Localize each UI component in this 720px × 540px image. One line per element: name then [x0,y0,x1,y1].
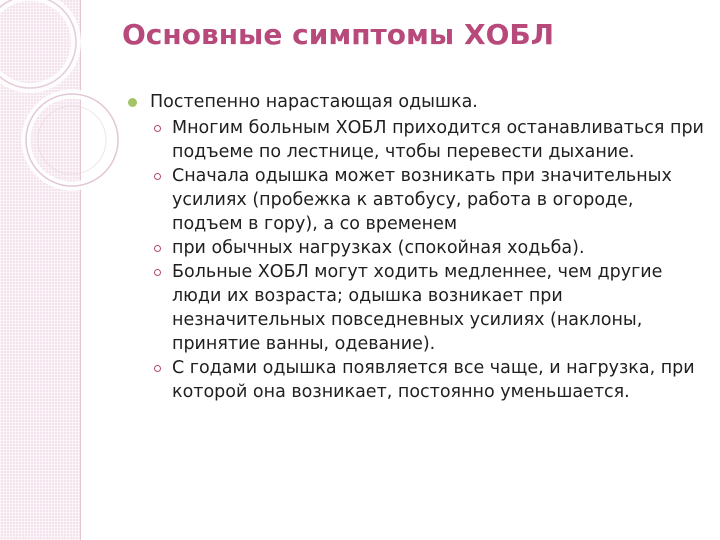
deco-ring-medium-outline [26,94,118,186]
list-item [124,236,704,260]
main-bullet-marker [128,98,137,107]
sub-bullet-marker [154,125,161,132]
sub-bullet-list [124,116,704,404]
main-bullet [124,90,704,114]
main-bullet-text: Постепенно нарастающая одышка. [150,92,478,112]
list-item-text: Многим больным ХОБЛ приходится останавливаться при подъеме по лестнице, чтобы перевести дыхание. [172,118,704,162]
list-item [124,164,704,236]
list-item-text: С годами одышка появляется все чаще, и нагрузка, при которой она возникает, постоянно уменьшается. [172,358,695,402]
deco-ring-inner [38,106,106,174]
sub-bullet-marker [154,173,161,180]
list-item [124,116,704,164]
sub-bullet-marker [154,245,161,252]
sub-bullet-marker [154,365,161,372]
sub-bullet-marker [154,269,161,276]
slide-title: Основные симптомы ХОБЛ [122,18,554,51]
decorative-rings [0,0,140,200]
list-item-text: Больные ХОБЛ могут ходить медленнее, чем другие люди их возраста; одышка возникает при незначительных повседневных усилиях (наклоны, принятие ванны, одевание). [172,262,663,354]
deco-ring-large [0,0,76,88]
list-item-text: при обычных нагрузках (спокойная ходьба). [172,238,585,258]
list-item [124,356,704,404]
list-item [124,260,704,356]
content-body [124,90,704,404]
list-item-text: Сначала одышка может возникать при значительных усилиях (пробежка к автобусу, работа в огороде, подъем в гору), а со временем [172,166,672,234]
